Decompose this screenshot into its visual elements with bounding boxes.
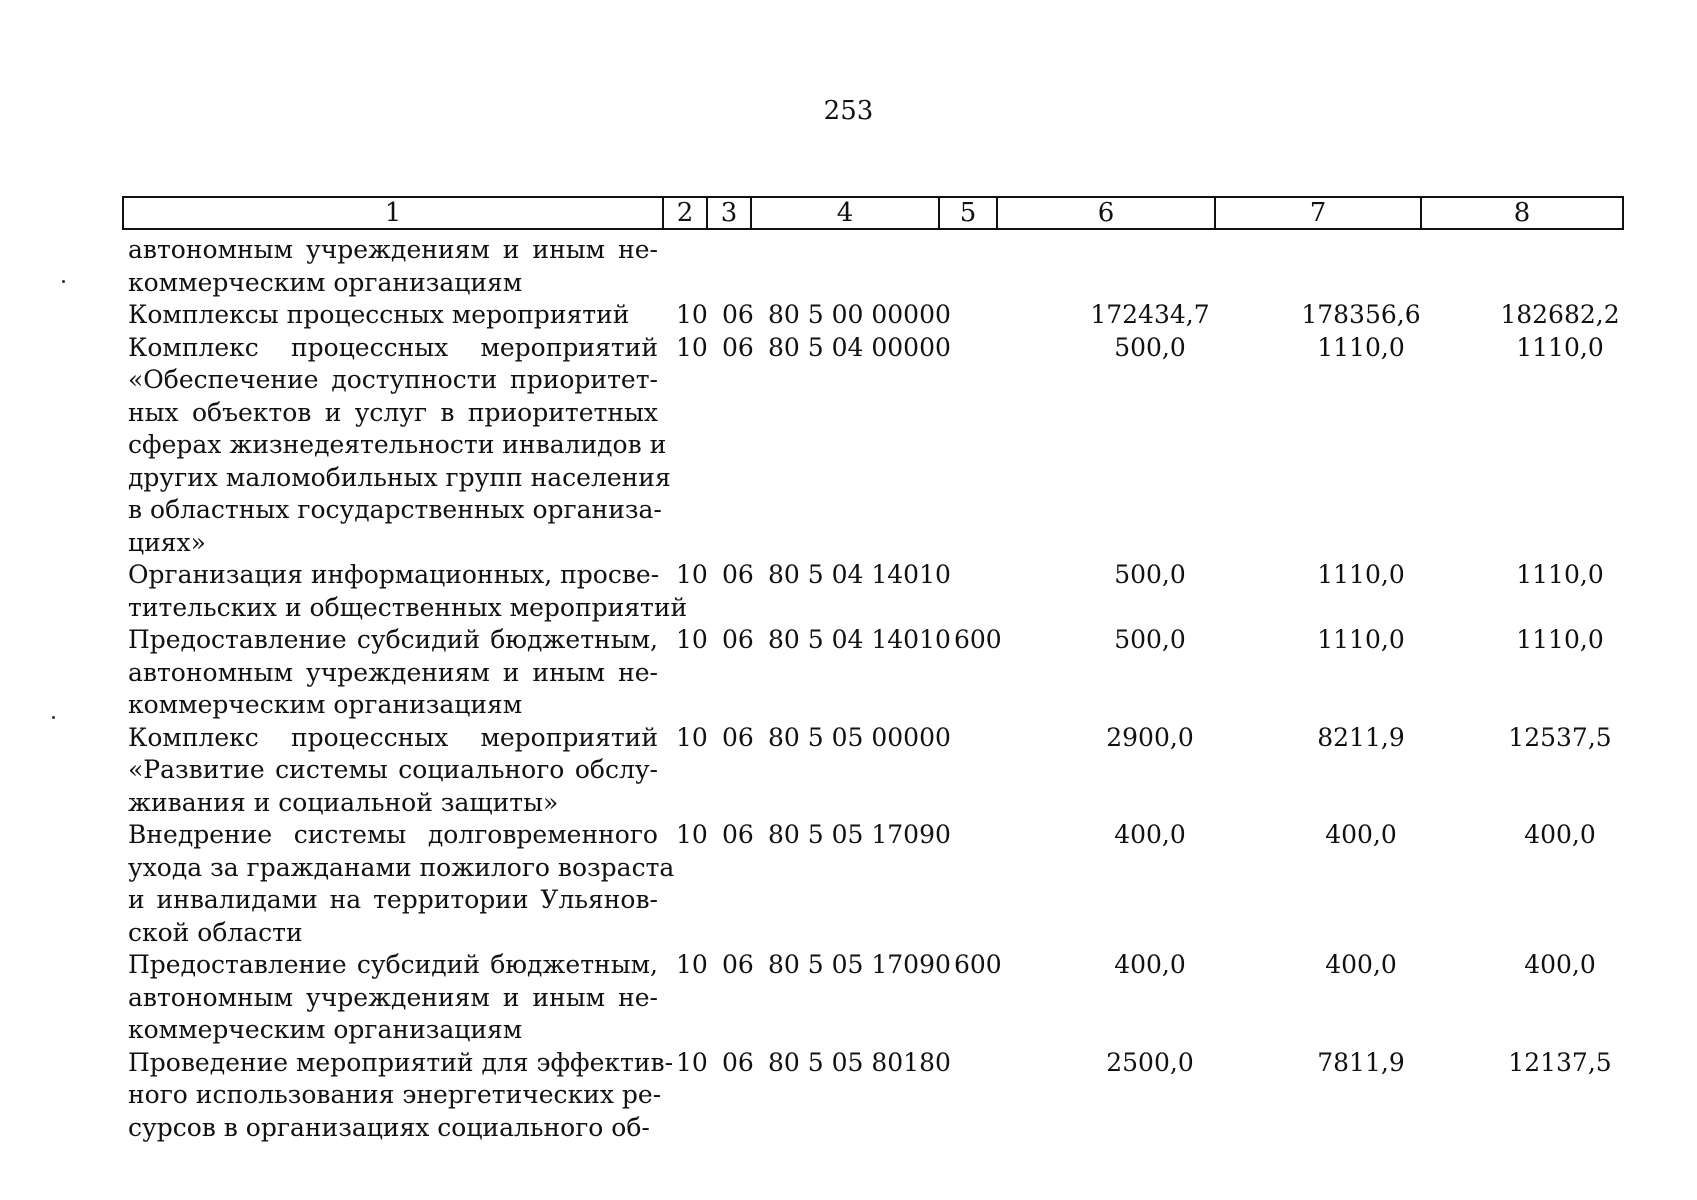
description-line: «Обеспечение доступности приоритет- [128,365,658,394]
amount-col-8: 400,0 [1524,820,1596,849]
scan-speck [62,280,65,283]
description-line: Комплекс процессных мероприятий [128,722,658,752]
description-line: сурсов в организациях социального об- [128,1112,650,1142]
table-body [128,234,1628,1144]
target-article-code: 80 5 04 00000 [768,332,951,362]
description-line: ской области [128,917,303,947]
description-line: Предоставление субсидий бюджетным, [128,950,658,979]
table-row [128,1047,1628,1145]
column-header-1: 1 [123,197,663,229]
target-article-code: 80 5 05 17090 [768,950,951,979]
description-line: коммерческим организациям [128,1015,523,1044]
target-article-code: 80 5 04 14010 [768,560,951,589]
row-description [128,624,658,722]
table-row [128,624,1628,722]
row-description [128,949,658,1047]
subsection-code: 06 [722,722,754,752]
subsection-code: 06 [722,332,754,362]
row-description [128,559,688,624]
amount-col-8: 12137,5 [1508,1047,1612,1077]
amount-col-6: 400,0 [1114,820,1186,849]
description-line: коммерческим организациям [128,690,523,719]
expense-type-code: 600 [954,625,1002,654]
section-code: 10 [676,820,708,849]
table-row [128,819,1628,949]
scan-speck [52,716,55,719]
row-description [128,234,658,299]
description-line: других маломобильных групп населения [128,462,671,492]
amount-col-7: 1110,0 [1317,332,1405,362]
column-header-4: 4 [751,197,939,229]
description-line: Комплексы процессных мероприятий [128,300,630,329]
amount-col-7: 400,0 [1325,820,1397,849]
section-code: 10 [676,560,708,589]
description-line: Комплекс процессных мероприятий [128,332,658,362]
column-header-8: 8 [1421,197,1623,229]
subsection-code: 06 [722,950,754,979]
table-row [128,234,1628,299]
amount-col-8: 12537,5 [1508,722,1612,752]
amount-col-6: 500,0 [1114,332,1186,362]
description-line: циях» [128,527,206,557]
subsection-code: 06 [722,300,754,329]
column-header-table [122,196,1624,230]
column-header-3: 3 [707,197,751,229]
description-line: ухода за гражданами пожилого возраста [128,852,675,882]
amount-col-7: 1110,0 [1317,625,1405,654]
row-description [128,1047,674,1145]
subsection-code: 06 [722,625,754,654]
target-article-code: 80 5 05 00000 [768,722,951,752]
description-line: и инвалидами на территории Ульянов- [128,885,658,914]
section-code: 10 [676,1047,708,1077]
page-number: 253 [823,96,874,126]
section-code: 10 [676,950,708,979]
amount-col-6: 2500,0 [1106,1047,1194,1077]
section-code: 10 [676,722,708,752]
description-line: автономным учреждениям и иным не- [128,235,658,264]
description-line: Внедрение системы долговременного [128,820,658,849]
amount-col-8: 1110,0 [1516,625,1604,654]
description-line: тительских и общественных мероприятий [128,592,688,622]
column-header-7: 7 [1215,197,1421,229]
row-description [128,722,658,820]
description-line: автономным учреждениям и иным не- [128,982,658,1012]
amount-col-6: 2900,0 [1106,722,1194,752]
table-row [128,949,1628,1047]
section-code: 10 [676,300,708,329]
amount-col-8: 400,0 [1524,950,1596,979]
column-header-row [123,197,1623,229]
amount-col-8: 182682,2 [1500,300,1620,329]
table-row [128,559,1628,624]
description-line: в областных государственных организа- [128,495,662,524]
description-line: живания и социальной защиты» [128,787,559,817]
column-header-2: 2 [663,197,707,229]
amount-col-7: 1110,0 [1317,560,1405,589]
expense-type-code: 600 [954,950,1002,979]
table-row [128,299,1628,332]
amount-col-7: 7811,9 [1317,1047,1405,1077]
description-line: автономным учреждениям и иным не- [128,657,658,687]
column-header-5: 5 [939,197,997,229]
section-code: 10 [676,625,708,654]
description-line: «Развитие системы социального обслу- [128,755,658,784]
row-description [128,332,671,560]
section-code: 10 [676,332,708,362]
amount-col-7: 8211,9 [1317,722,1405,752]
description-line: Проведение мероприятий для эффектив- [128,1047,674,1077]
subsection-code: 06 [722,820,754,849]
target-article-code: 80 5 05 17090 [768,820,951,849]
description-line: коммерческим организациям [128,267,523,297]
subsection-code: 06 [722,560,754,589]
amount-col-6: 400,0 [1114,950,1186,979]
description-line: ных объектов и услуг в приоритетных [128,397,658,427]
description-line: сферах жизнедеятельности инвалидов и [128,430,667,459]
column-header-6: 6 [997,197,1215,229]
amount-col-6: 500,0 [1114,625,1186,654]
amount-col-6: 172434,7 [1090,300,1210,329]
amount-col-6: 500,0 [1114,560,1186,589]
row-description [128,819,675,949]
table-row [128,722,1628,820]
table-row [128,332,1628,560]
amount-col-7: 400,0 [1325,950,1397,979]
description-line: Организация информационных, просве- [128,560,660,589]
row-description [128,299,658,332]
subsection-code: 06 [722,1047,754,1077]
amount-col-8: 1110,0 [1516,332,1604,362]
amount-col-8: 1110,0 [1516,560,1604,589]
description-line: Предоставление субсидий бюджетным, [128,625,658,654]
target-article-code: 80 5 00 00000 [768,300,951,329]
description-line: ного использования энергетических ре- [128,1080,662,1109]
target-article-code: 80 5 04 14010 [768,625,951,654]
amount-col-7: 178356,6 [1301,300,1421,329]
target-article-code: 80 5 05 80180 [768,1047,951,1077]
